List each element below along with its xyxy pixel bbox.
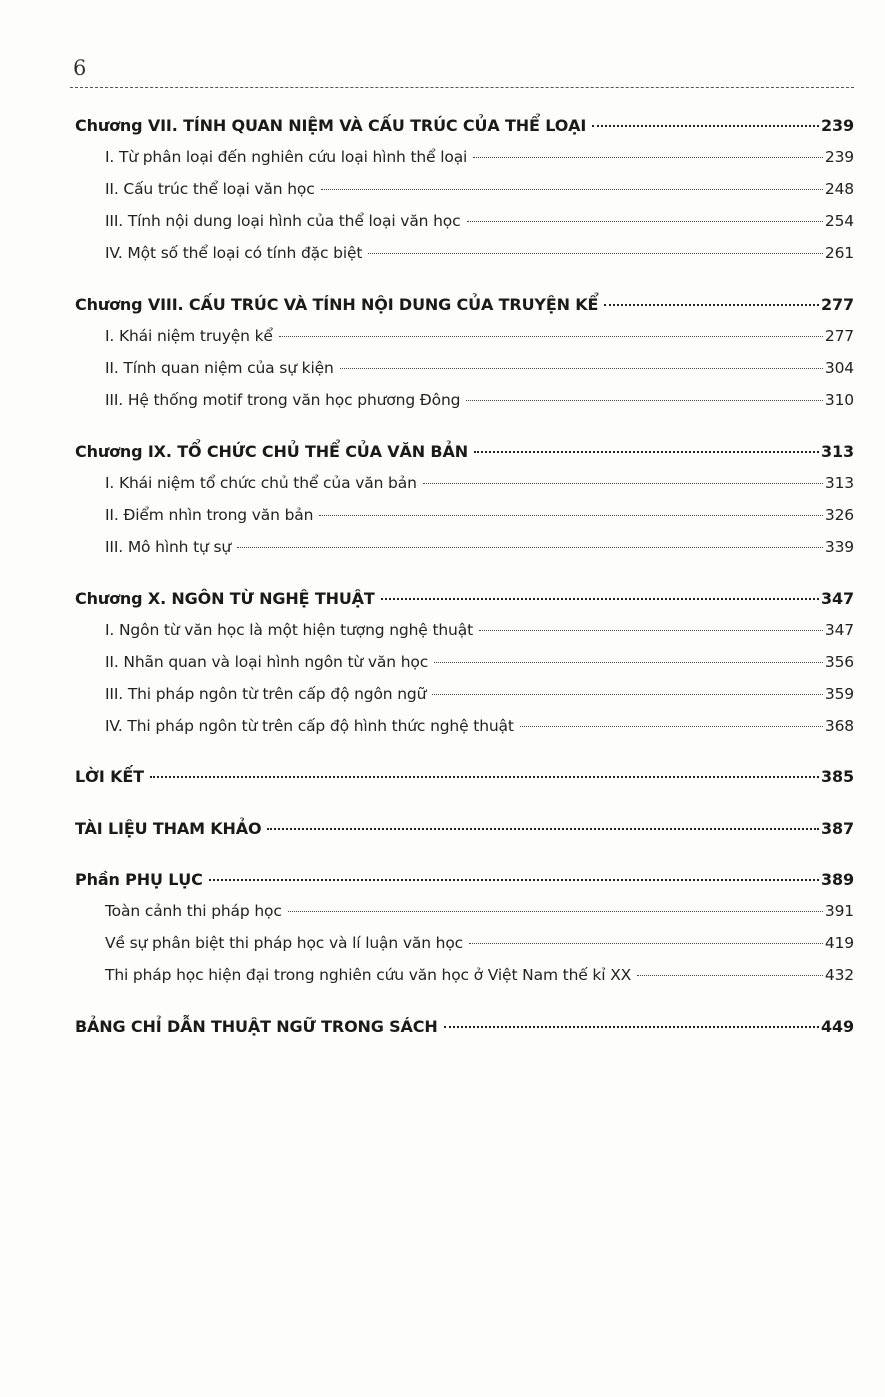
toc-entry-title: TÀI LIỆU THAM KHẢO (75, 819, 262, 838)
toc-entry-title: III. Mô hình tự sự (105, 538, 232, 556)
dot-leader (473, 157, 823, 158)
toc-chapter-entry (75, 819, 854, 838)
toc-entry-title: III. Hệ thống motif trong văn học phương Đông (105, 391, 461, 409)
toc-section-entry (105, 359, 854, 377)
toc-entry-title: I. Khái niệm tổ chức chủ thể của văn bản (105, 474, 417, 492)
toc-entry-title: IV. Thi pháp ngôn từ trên cấp độ hình thức nghệ thuật (105, 717, 514, 735)
dot-leader (479, 630, 823, 631)
toc-section-entry (105, 327, 854, 345)
toc-entry-page: 310 (824, 391, 854, 409)
toc-entry-page: 432 (824, 966, 854, 984)
toc-section-entry (105, 212, 854, 230)
toc-entry-page: 391 (824, 902, 854, 920)
toc-entry-title: Chương IX. TỔ CHỨC CHỦ THỂ CỦA VĂN BẢN (75, 442, 468, 461)
toc-entry-title: Toàn cảnh thi pháp học (105, 902, 282, 920)
dot-leader (237, 547, 823, 548)
toc-entry-page: 385 (821, 767, 854, 786)
toc-section-entry (105, 621, 854, 639)
toc-entry-title: I. Khái niệm truyện kể (105, 327, 273, 345)
toc-section-entry (105, 391, 854, 409)
toc-entry-page: 304 (824, 359, 854, 377)
header-dashed-rule (70, 87, 854, 88)
toc-entry-title: III. Tính nội dung loại hình của thể loại văn học (105, 212, 461, 230)
toc-chapter-entry (75, 116, 854, 135)
toc-entry-title: Chương X. NGÔN TỪ NGHỆ THUẬT (75, 589, 375, 608)
toc-chapter-entry (75, 295, 854, 314)
toc-entry-page: 449 (821, 1017, 854, 1036)
toc-entry-page: 347 (824, 621, 854, 639)
toc-entry-page: 239 (821, 116, 854, 135)
toc-chapter-entry (75, 870, 854, 889)
toc-section-entry (105, 966, 854, 984)
dot-leader (432, 694, 823, 695)
toc-section-entry (105, 506, 854, 524)
toc-entry-title: Thi pháp học hiện đại trong nghiên cứu văn học ở Việt Nam thế kỉ XX (105, 966, 632, 984)
dot-leader (474, 451, 819, 453)
toc-entry-page: 261 (824, 244, 854, 262)
toc-entry-page: 326 (824, 506, 854, 524)
toc-entry-title: BẢNG CHỈ DẪN THUẬT NGỮ TRONG SÁCH (75, 1017, 438, 1036)
dot-leader (434, 662, 823, 663)
dot-leader (288, 911, 823, 912)
toc-entry-title: II. Nhãn quan và loại hình ngôn từ văn học (105, 653, 429, 671)
toc-entry-page: 356 (824, 653, 854, 671)
dot-leader (423, 483, 823, 484)
dot-leader (279, 336, 823, 337)
toc-section-entry (105, 474, 854, 492)
toc-section-entry (105, 653, 854, 671)
toc-section-entry (105, 717, 854, 735)
page-number: 6 (73, 56, 87, 80)
toc-entry-page: 313 (821, 442, 854, 461)
toc-chapter-entry (75, 442, 854, 461)
toc-entry-title: II. Tính quan niệm của sự kiện (105, 359, 334, 377)
dot-leader (319, 515, 823, 516)
dot-leader (340, 368, 823, 369)
toc-entry-title: III. Thi pháp ngôn từ trên cấp độ ngôn ngữ (105, 685, 427, 703)
toc-entry-title: Chương VIII. CẤU TRÚC VÀ TÍNH NỘI DUNG CỦA TRUYỆN KỂ (75, 295, 599, 314)
toc-entry-page: 313 (824, 474, 854, 492)
toc-entry-page: 254 (824, 212, 854, 230)
dot-leader (321, 189, 823, 190)
toc-section-entry (105, 180, 854, 198)
toc-section-entry (105, 244, 854, 262)
toc-chapter-entry (75, 1017, 854, 1036)
toc-entry-page: 239 (824, 148, 854, 166)
dot-leader (637, 975, 823, 976)
toc-entry-page: 339 (824, 538, 854, 556)
toc-section-entry (105, 685, 854, 703)
toc-entry-page: 368 (824, 717, 854, 735)
toc-entry-page: 277 (824, 327, 854, 345)
toc-section-entry (105, 902, 854, 920)
toc-entry-title: I. Từ phân loại đến nghiên cứu loại hình thể loại (105, 148, 468, 166)
toc-chapter-entry (75, 589, 854, 608)
dot-leader (368, 253, 823, 254)
toc-section-entry (105, 538, 854, 556)
toc-entry-title: Chương VII. TÍNH QUAN NIỆM VÀ CẤU TRÚC CỦA THỂ LOẠI (75, 116, 587, 135)
dot-leader (467, 221, 823, 222)
toc-entry-page: 359 (824, 685, 854, 703)
toc-entry-title: II. Điểm nhìn trong văn bản (105, 506, 314, 524)
toc-entry-title: IV. Một số thể loại có tính đặc biệt (105, 244, 363, 262)
toc-section-entry (105, 148, 854, 166)
toc-entry-title: II. Cấu trúc thể loại văn học (105, 180, 315, 198)
dot-leader (520, 726, 823, 727)
dot-leader (444, 1026, 819, 1028)
toc-entry-page: 347 (821, 589, 854, 608)
toc-entry-title: LỜI KẾT (75, 767, 144, 786)
toc-section-entry (105, 934, 854, 952)
dot-leader (466, 400, 823, 401)
dot-leader (150, 776, 819, 778)
dot-leader (604, 304, 819, 306)
dot-leader (267, 828, 819, 830)
toc-entry-title: Phần PHỤ LỤC (75, 870, 203, 889)
toc-entry-title: Về sự phân biệt thi pháp học và lí luận văn học (105, 934, 464, 952)
toc-entry-page: 419 (824, 934, 854, 952)
dot-leader (469, 943, 823, 944)
toc-entry-page: 248 (824, 180, 854, 198)
toc-entry-page: 389 (821, 870, 854, 889)
toc-entry-title: I. Ngôn từ văn học là một hiện tượng nghệ thuật (105, 621, 474, 639)
toc-chapter-entry (75, 767, 854, 786)
toc-entry-page: 277 (821, 295, 854, 314)
dot-leader (381, 598, 819, 600)
dot-leader (592, 125, 819, 127)
toc-entry-page: 387 (821, 819, 854, 838)
dot-leader (209, 879, 819, 881)
